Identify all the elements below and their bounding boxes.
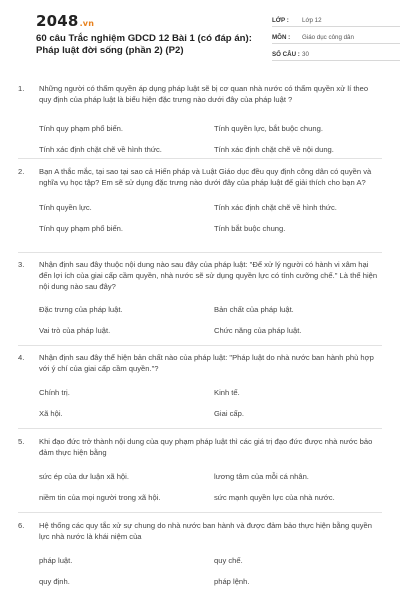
meta-row-count bbox=[272, 48, 400, 61]
question-number: 1. bbox=[18, 84, 25, 93]
answer-option[interactable]: Chức năng của pháp luật. bbox=[214, 326, 302, 335]
answer-option[interactable]: niềm tin của mọi người trong xã hội. bbox=[39, 493, 161, 502]
answer-option[interactable]: quy định. bbox=[39, 577, 70, 586]
question-number: 3. bbox=[18, 260, 25, 269]
question-text: Hệ thống các quy tắc xử sự chung do nhà nước ban hành và được đảm bảo thực hiện bằng quyền lực nhà nước là khái niệm của bbox=[39, 521, 373, 541]
answer-option[interactable]: Đặc trưng của pháp luật. bbox=[39, 305, 123, 314]
answer-option[interactable]: lương tâm của mỗi cá nhân. bbox=[214, 472, 309, 481]
meta-row-subject bbox=[272, 31, 400, 44]
question-text: Nhận định sau đây thuộc nội dung nào sau đây của pháp luật: "Để xử lý người có hành vi xâm hại đến lợi ích của giai cấp cầm quyền, nhà nước sẽ sử dụng quyền lực có tính cưỡng chế." Là thể hiện nội dung nào sau đây? bbox=[39, 260, 378, 291]
answer-option[interactable]: Tính xác định chặt chẽ về hình thức. bbox=[39, 145, 162, 154]
meta-row-class bbox=[272, 14, 400, 27]
question-number: 6. bbox=[18, 521, 25, 530]
question-1 bbox=[18, 83, 382, 160]
answer-option[interactable]: quy chế. bbox=[214, 556, 243, 565]
answer-option[interactable]: pháp luật. bbox=[39, 556, 73, 565]
question-4 bbox=[18, 352, 382, 424]
question-number: 5. bbox=[18, 437, 25, 446]
answer-option[interactable]: Bản chất của pháp luật. bbox=[214, 305, 294, 314]
divider bbox=[18, 428, 382, 429]
answer-option[interactable]: Vai trò của pháp luật. bbox=[39, 326, 111, 335]
answer-option[interactable]: Tính quy phạm phổ biến. bbox=[39, 224, 124, 233]
answer-option[interactable]: Tính xác định chặt chẽ về hình thức. bbox=[214, 203, 337, 212]
question-number: 4. bbox=[18, 353, 25, 362]
answer-option[interactable]: Xã hội. bbox=[39, 409, 63, 418]
question-text: Bạn A thắc mắc, tại sao tại sao cả Hiến pháp và Luật Giáo dục đều quy định công dân có quyền và nghĩa vụ học tập? Em sẽ sử dụng đặc trưng nào dưới đây của pháp luật để giải thích cho bạn A? bbox=[39, 167, 372, 187]
divider bbox=[18, 345, 382, 346]
answer-options bbox=[39, 197, 382, 239]
answer-option[interactable]: Chính trị. bbox=[39, 388, 70, 397]
brand-name: 2048 bbox=[36, 12, 79, 30]
answer-options bbox=[39, 382, 382, 424]
answer-option[interactable]: sức mạnh quyền lực của nhà nước. bbox=[214, 493, 335, 502]
meta-label: MÔN : bbox=[272, 34, 291, 41]
meta-value: 30 bbox=[302, 51, 309, 58]
answer-option[interactable]: Tính xác định chặt chẽ về nội dung. bbox=[214, 145, 334, 154]
answer-option[interactable]: Tính bắt buộc chung. bbox=[214, 224, 286, 233]
divider bbox=[18, 252, 382, 253]
answer-option[interactable]: Kinh tế. bbox=[214, 388, 240, 397]
meta-label: SỐ CÂU : bbox=[272, 51, 300, 58]
answer-options bbox=[39, 550, 382, 592]
answer-option[interactable]: Tính quy phạm phổ biến. bbox=[39, 124, 124, 133]
brand-logo[interactable] bbox=[36, 12, 94, 30]
answer-options bbox=[39, 299, 382, 341]
answer-option[interactable]: Tính quyền lực, bắt buộc chung. bbox=[214, 124, 323, 133]
question-text: Những người có thẩm quyền áp dụng pháp luật sẽ bị cơ quan nhà nước có thẩm quyền xử lí theo quy định của pháp luật là biểu hiện đặc trưng nào dưới đây của pháp luật ? bbox=[39, 84, 369, 104]
answer-options bbox=[39, 118, 382, 160]
answer-options bbox=[39, 466, 382, 508]
question-6 bbox=[18, 520, 382, 592]
meta-value: Lớp 12 bbox=[302, 17, 322, 24]
document-title: 60 câu Trắc nghiệm GDCD 12 Bài 1 (có đáp án): Pháp luật đời sống (phần 2) (P2) bbox=[36, 33, 252, 56]
document-meta bbox=[272, 14, 400, 65]
question-text: Khi đạo đức trở thành nội dung của quy phạm pháp luật thì các giá trị đạo đức được nhà nước bảo đảm thực hiện bằng bbox=[39, 437, 373, 457]
question-3 bbox=[18, 259, 382, 341]
header bbox=[18, 0, 382, 82]
meta-value: Giáo dục công dân bbox=[302, 34, 354, 41]
answer-option[interactable]: sức ép của dư luận xã hội. bbox=[39, 472, 129, 481]
question-2 bbox=[18, 166, 382, 239]
question-text: Nhận định sau đây thể hiện bản chất nào của pháp luật: "Pháp luật do nhà nước ban hành phù hợp với ý chí của giai cấp cầm quyền."? bbox=[39, 353, 374, 373]
answer-option[interactable]: Giai cấp. bbox=[214, 409, 244, 418]
question-number: 2. bbox=[18, 167, 25, 176]
answer-option[interactable]: pháp lệnh. bbox=[214, 577, 250, 586]
question-5 bbox=[18, 436, 382, 508]
brand-suffix: .vn bbox=[79, 19, 95, 28]
divider bbox=[18, 512, 382, 513]
answer-option[interactable]: Tính quyền lực. bbox=[39, 203, 92, 212]
meta-label: LỚP : bbox=[272, 17, 289, 24]
divider bbox=[18, 158, 382, 159]
